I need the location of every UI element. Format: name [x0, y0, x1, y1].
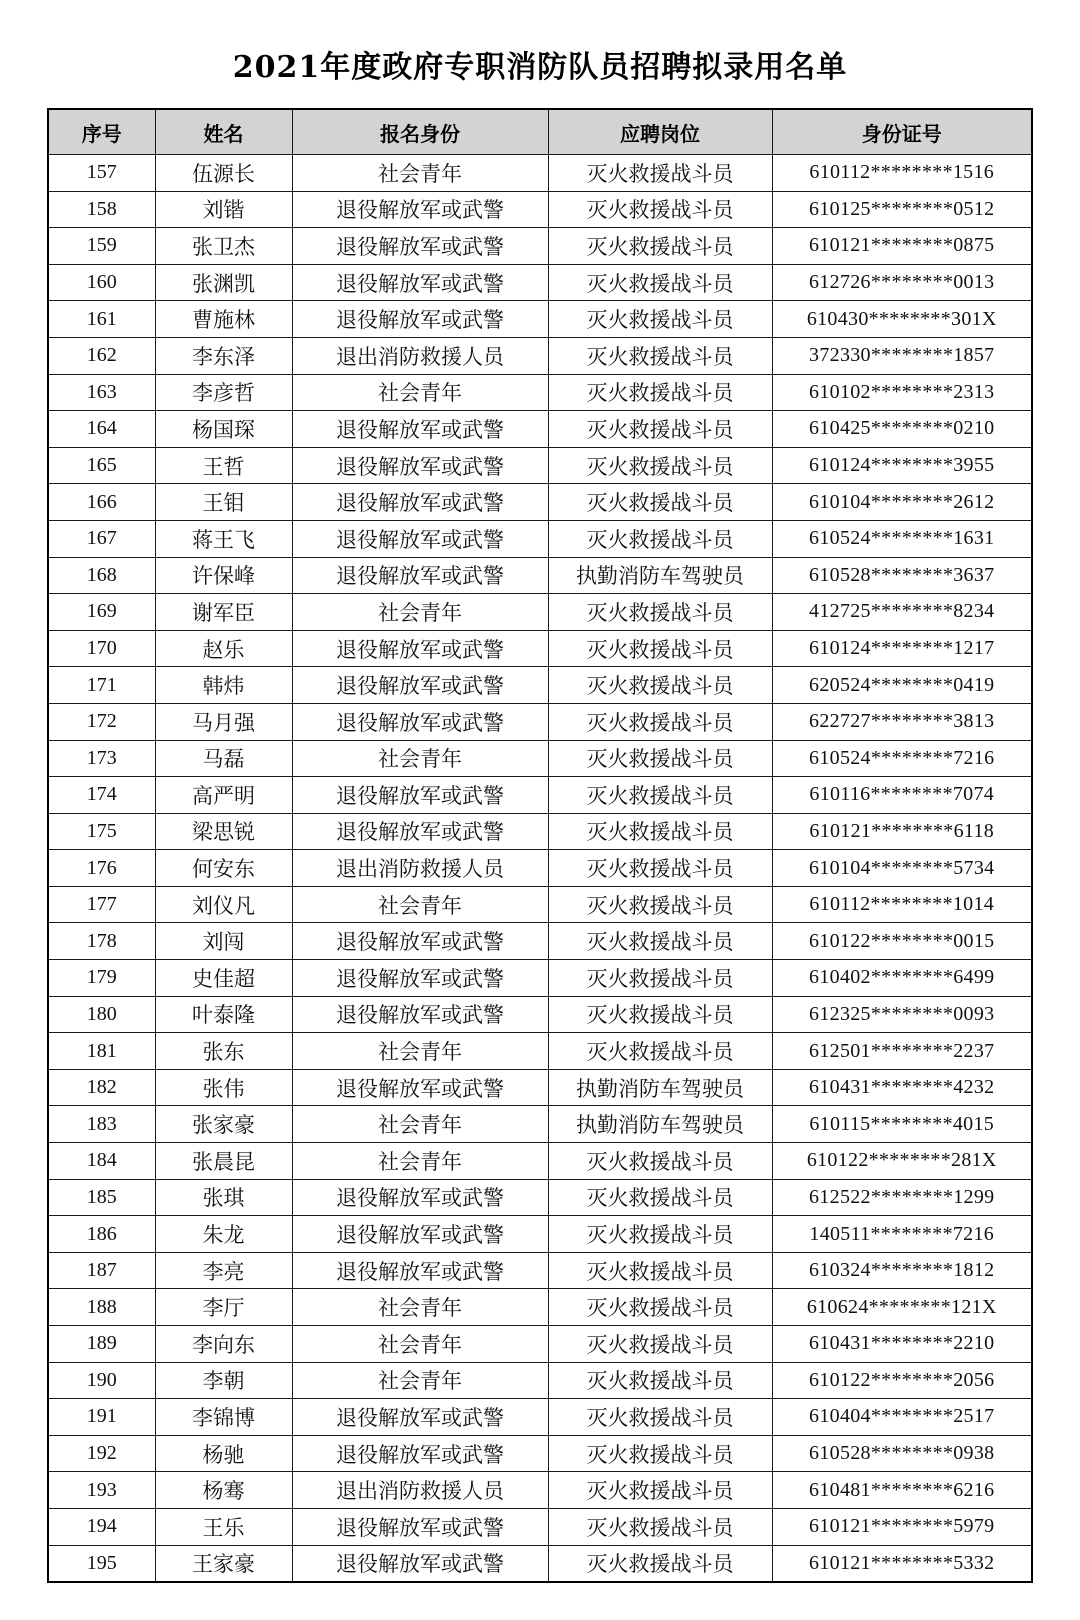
cell-name: 高严明	[155, 777, 292, 814]
cell-name: 王哲	[155, 447, 292, 484]
cell-identity: 社会青年	[292, 374, 548, 411]
cell-position: 灭火救援战斗员	[548, 960, 772, 997]
table-row	[48, 1508, 1032, 1545]
cell-id-number: 610115********4015	[772, 1106, 1032, 1143]
cell-id-number: 412725********8234	[772, 594, 1032, 631]
cell-id-number: 610112********1014	[772, 886, 1032, 923]
cell-id-number: 610528********0938	[772, 1435, 1032, 1472]
cell-seq: 164	[48, 411, 155, 448]
cell-identity: 退役解放军或武警	[292, 703, 548, 740]
table-row	[48, 264, 1032, 301]
cell-id-number: 612522********1299	[772, 1179, 1032, 1216]
cell-name: 马月强	[155, 703, 292, 740]
cell-seq: 191	[48, 1399, 155, 1436]
table-row	[48, 1216, 1032, 1253]
table-row	[48, 1033, 1032, 1070]
cell-seq: 195	[48, 1545, 155, 1582]
cell-id-number: 610112********1516	[772, 155, 1032, 192]
cell-id-number: 610102********2313	[772, 374, 1032, 411]
cell-position: 灭火救援战斗员	[548, 850, 772, 887]
cell-position: 执勤消防车驾驶员	[548, 557, 772, 594]
table-row	[48, 301, 1032, 338]
table-row	[48, 1069, 1032, 1106]
cell-seq: 163	[48, 374, 155, 411]
cell-id-number: 610124********3955	[772, 447, 1032, 484]
cell-identity: 退役解放军或武警	[292, 1069, 548, 1106]
cell-identity: 退役解放军或武警	[292, 411, 548, 448]
cell-name: 朱龙	[155, 1216, 292, 1253]
cell-position: 灭火救援战斗员	[548, 155, 772, 192]
cell-name: 韩炜	[155, 667, 292, 704]
cell-id-number: 372330********1857	[772, 337, 1032, 374]
cell-identity: 退役解放军或武警	[292, 777, 548, 814]
cell-position: 灭火救援战斗员	[548, 1472, 772, 1509]
cell-seq: 187	[48, 1252, 155, 1289]
cell-seq: 173	[48, 740, 155, 777]
header-name: 姓名	[155, 109, 292, 155]
cell-seq: 179	[48, 960, 155, 997]
cell-id-number: 610528********3637	[772, 557, 1032, 594]
cell-seq: 178	[48, 923, 155, 960]
cell-seq: 166	[48, 484, 155, 521]
cell-identity: 退役解放军或武警	[292, 1216, 548, 1253]
cell-position: 灭火救援战斗员	[548, 740, 772, 777]
cell-position: 灭火救援战斗员	[548, 228, 772, 265]
cell-position: 灭火救援战斗员	[548, 374, 772, 411]
cell-id-number: 610121********5332	[772, 1545, 1032, 1582]
cell-identity: 退役解放军或武警	[292, 960, 548, 997]
cell-position: 执勤消防车驾驶员	[548, 1069, 772, 1106]
table-row	[48, 228, 1032, 265]
table-row	[48, 557, 1032, 594]
cell-id-number: 610431********2210	[772, 1326, 1032, 1363]
cell-id-number: 610431********4232	[772, 1069, 1032, 1106]
cell-name: 王家豪	[155, 1545, 292, 1582]
cell-position: 灭火救援战斗员	[548, 1399, 772, 1436]
cell-name: 李朝	[155, 1362, 292, 1399]
table-row	[48, 850, 1032, 887]
cell-name: 杨国琛	[155, 411, 292, 448]
cell-id-number: 610481********6216	[772, 1472, 1032, 1509]
cell-id-number: 610116********7074	[772, 777, 1032, 814]
table-row	[48, 996, 1032, 1033]
cell-position: 灭火救援战斗员	[548, 703, 772, 740]
cell-seq: 182	[48, 1069, 155, 1106]
cell-id-number: 620524********0419	[772, 667, 1032, 704]
table-row	[48, 374, 1032, 411]
cell-position: 灭火救援战斗员	[548, 1289, 772, 1326]
cell-identity: 退役解放军或武警	[292, 1545, 548, 1582]
cell-id-number: 610124********1217	[772, 630, 1032, 667]
cell-name: 李彦哲	[155, 374, 292, 411]
cell-position: 灭火救援战斗员	[548, 520, 772, 557]
table-row	[48, 1106, 1032, 1143]
cell-id-number: 610425********0210	[772, 411, 1032, 448]
cell-id-number: 610121********5979	[772, 1508, 1032, 1545]
cell-identity: 退役解放军或武警	[292, 1399, 548, 1436]
table-row	[48, 1362, 1032, 1399]
cell-position: 灭火救援战斗员	[548, 777, 772, 814]
cell-identity: 社会青年	[292, 1106, 548, 1143]
cell-name: 谢军臣	[155, 594, 292, 631]
cell-identity: 社会青年	[292, 1033, 548, 1070]
cell-identity: 社会青年	[292, 1143, 548, 1180]
cell-id-number: 610122********281X	[772, 1143, 1032, 1180]
table-row	[48, 740, 1032, 777]
cell-identity: 退役解放军或武警	[292, 813, 548, 850]
cell-identity: 退役解放军或武警	[292, 1179, 548, 1216]
cell-seq: 161	[48, 301, 155, 338]
cell-id-number: 140511********7216	[772, 1216, 1032, 1253]
cell-name: 李东泽	[155, 337, 292, 374]
cell-seq: 162	[48, 337, 155, 374]
cell-position: 灭火救援战斗员	[548, 923, 772, 960]
table-row	[48, 813, 1032, 850]
cell-seq: 185	[48, 1179, 155, 1216]
cell-position: 灭火救援战斗员	[548, 411, 772, 448]
cell-seq: 186	[48, 1216, 155, 1253]
cell-seq: 183	[48, 1106, 155, 1143]
cell-identity: 退役解放军或武警	[292, 264, 548, 301]
cell-position: 灭火救援战斗员	[548, 1179, 772, 1216]
table-row	[48, 1179, 1032, 1216]
cell-position: 灭火救援战斗员	[548, 1033, 772, 1070]
cell-identity: 退役解放军或武警	[292, 447, 548, 484]
table-row	[48, 1435, 1032, 1472]
cell-identity: 退出消防救援人员	[292, 850, 548, 887]
cell-identity: 退出消防救援人员	[292, 337, 548, 374]
cell-identity: 退役解放军或武警	[292, 996, 548, 1033]
cell-name: 王乐	[155, 1508, 292, 1545]
cell-seq: 180	[48, 996, 155, 1033]
cell-id-number: 610524********7216	[772, 740, 1032, 777]
table-row	[48, 703, 1032, 740]
cell-seq: 193	[48, 1472, 155, 1509]
table-row	[48, 923, 1032, 960]
cell-id-number: 610430********301X	[772, 301, 1032, 338]
cell-name: 李锦博	[155, 1399, 292, 1436]
header-seq: 序号	[48, 109, 155, 155]
cell-seq: 171	[48, 667, 155, 704]
cell-seq: 170	[48, 630, 155, 667]
cell-name: 杨驰	[155, 1435, 292, 1472]
cell-id-number: 612501********2237	[772, 1033, 1032, 1070]
cell-id-number: 610122********2056	[772, 1362, 1032, 1399]
cell-name: 张家豪	[155, 1106, 292, 1143]
cell-id-number: 612325********0093	[772, 996, 1032, 1033]
cell-position: 灭火救援战斗员	[548, 447, 772, 484]
cell-position: 灭火救援战斗员	[548, 667, 772, 704]
cell-identity: 退役解放军或武警	[292, 923, 548, 960]
cell-name: 张渊凯	[155, 264, 292, 301]
table-body	[48, 155, 1032, 1583]
cell-position: 灭火救援战斗员	[548, 594, 772, 631]
table-row	[48, 191, 1032, 228]
table-header	[48, 109, 1032, 155]
cell-seq: 176	[48, 850, 155, 887]
cell-position: 灭火救援战斗员	[548, 191, 772, 228]
table-row	[48, 777, 1032, 814]
cell-identity: 社会青年	[292, 155, 548, 192]
cell-name: 杨骞	[155, 1472, 292, 1509]
table-row	[48, 886, 1032, 923]
table-row	[48, 520, 1032, 557]
cell-identity: 退役解放军或武警	[292, 630, 548, 667]
cell-position: 灭火救援战斗员	[548, 996, 772, 1033]
table-row	[48, 630, 1032, 667]
cell-seq: 169	[48, 594, 155, 631]
cell-identity: 退役解放军或武警	[292, 191, 548, 228]
table-row	[48, 667, 1032, 704]
cell-name: 伍源长	[155, 155, 292, 192]
cell-identity: 社会青年	[292, 1362, 548, 1399]
cell-position: 灭火救援战斗员	[548, 630, 772, 667]
cell-name: 曹施林	[155, 301, 292, 338]
cell-id-number: 612726********0013	[772, 264, 1032, 301]
table-row	[48, 1326, 1032, 1363]
document-title: 2021年度政府专职消防队员招聘拟录用名单	[232, 50, 848, 85]
cell-name: 马磊	[155, 740, 292, 777]
cell-seq: 168	[48, 557, 155, 594]
cell-id-number: 610324********1812	[772, 1252, 1032, 1289]
cell-seq: 175	[48, 813, 155, 850]
table-row	[48, 960, 1032, 997]
cell-name: 张东	[155, 1033, 292, 1070]
cell-id-number: 610122********0015	[772, 923, 1032, 960]
cell-seq: 167	[48, 520, 155, 557]
table-row	[48, 337, 1032, 374]
table-row	[48, 1143, 1032, 1180]
cell-name: 梁思锐	[155, 813, 292, 850]
cell-id-number: 622727********3813	[772, 703, 1032, 740]
cell-name: 刘仪凡	[155, 886, 292, 923]
cell-identity: 退役解放军或武警	[292, 1252, 548, 1289]
cell-seq: 172	[48, 703, 155, 740]
cell-position: 灭火救援战斗员	[548, 1362, 772, 1399]
cell-identity: 社会青年	[292, 886, 548, 923]
cell-position: 灭火救援战斗员	[548, 1216, 772, 1253]
cell-seq: 177	[48, 886, 155, 923]
cell-name: 王钼	[155, 484, 292, 521]
table-row	[48, 447, 1032, 484]
cell-identity: 社会青年	[292, 1289, 548, 1326]
cell-identity: 退役解放军或武警	[292, 667, 548, 704]
cell-position: 灭火救援战斗员	[548, 1143, 772, 1180]
table-row	[48, 1472, 1032, 1509]
cell-seq: 181	[48, 1033, 155, 1070]
cell-name: 张琪	[155, 1179, 292, 1216]
cell-seq: 160	[48, 264, 155, 301]
cell-id-number: 610125********0512	[772, 191, 1032, 228]
cell-position: 灭火救援战斗员	[548, 484, 772, 521]
table-row	[48, 484, 1032, 521]
cell-name: 李向东	[155, 1326, 292, 1363]
cell-identity: 退役解放军或武警	[292, 484, 548, 521]
cell-position: 灭火救援战斗员	[548, 1435, 772, 1472]
cell-name: 李亮	[155, 1252, 292, 1289]
header-id-number: 身份证号	[772, 109, 1032, 155]
cell-position: 灭火救援战斗员	[548, 886, 772, 923]
cell-identity: 社会青年	[292, 1326, 548, 1363]
cell-id-number: 610402********6499	[772, 960, 1032, 997]
cell-name: 刘闯	[155, 923, 292, 960]
cell-seq: 189	[48, 1326, 155, 1363]
table-row	[48, 1252, 1032, 1289]
table-row	[48, 1399, 1032, 1436]
table-row	[48, 1545, 1032, 1582]
header-position: 应聘岗位	[548, 109, 772, 155]
cell-position: 灭火救援战斗员	[548, 264, 772, 301]
cell-identity: 退役解放军或武警	[292, 1508, 548, 1545]
cell-seq: 174	[48, 777, 155, 814]
roster-table	[47, 108, 1033, 1583]
cell-identity: 退役解放军或武警	[292, 1435, 548, 1472]
cell-id-number: 610104********5734	[772, 850, 1032, 887]
cell-name: 张伟	[155, 1069, 292, 1106]
cell-identity: 退役解放军或武警	[292, 301, 548, 338]
cell-position: 执勤消防车驾驶员	[548, 1106, 772, 1143]
cell-position: 灭火救援战斗员	[548, 337, 772, 374]
cell-identity: 社会青年	[292, 594, 548, 631]
cell-seq: 188	[48, 1289, 155, 1326]
cell-position: 灭火救援战斗员	[548, 1508, 772, 1545]
cell-position: 灭火救援战斗员	[548, 813, 772, 850]
cell-id-number: 610104********2612	[772, 484, 1032, 521]
table-row	[48, 594, 1032, 631]
cell-identity: 社会青年	[292, 740, 548, 777]
cell-name: 叶泰隆	[155, 996, 292, 1033]
cell-seq: 192	[48, 1435, 155, 1472]
cell-id-number: 610524********1631	[772, 520, 1032, 557]
cell-seq: 157	[48, 155, 155, 192]
cell-name: 李厅	[155, 1289, 292, 1326]
cell-seq: 194	[48, 1508, 155, 1545]
cell-seq: 190	[48, 1362, 155, 1399]
table-row	[48, 1289, 1032, 1326]
cell-name: 赵乐	[155, 630, 292, 667]
cell-id-number: 610404********2517	[772, 1399, 1032, 1436]
cell-position: 灭火救援战斗员	[548, 1326, 772, 1363]
cell-identity: 退役解放军或武警	[292, 557, 548, 594]
cell-name: 史佳超	[155, 960, 292, 997]
cell-identity: 退役解放军或武警	[292, 228, 548, 265]
header-row	[48, 109, 1032, 155]
cell-name: 张晨昆	[155, 1143, 292, 1180]
table-row	[48, 411, 1032, 448]
cell-seq: 159	[48, 228, 155, 265]
cell-name: 刘锴	[155, 191, 292, 228]
cell-name: 许保峰	[155, 557, 292, 594]
cell-identity: 退役解放军或武警	[292, 520, 548, 557]
header-identity: 报名身份	[292, 109, 548, 155]
cell-identity: 退出消防救援人员	[292, 1472, 548, 1509]
cell-name: 何安东	[155, 850, 292, 887]
cell-id-number: 610624********121X	[772, 1289, 1032, 1326]
cell-name: 蒋王飞	[155, 520, 292, 557]
cell-id-number: 610121********6118	[772, 813, 1032, 850]
cell-seq: 184	[48, 1143, 155, 1180]
cell-seq: 165	[48, 447, 155, 484]
cell-position: 灭火救援战斗员	[548, 1545, 772, 1582]
cell-position: 灭火救援战斗员	[548, 301, 772, 338]
cell-name: 张卫杰	[155, 228, 292, 265]
cell-id-number: 610121********0875	[772, 228, 1032, 265]
table-row	[48, 155, 1032, 192]
cell-seq: 158	[48, 191, 155, 228]
cell-position: 灭火救援战斗员	[548, 1252, 772, 1289]
